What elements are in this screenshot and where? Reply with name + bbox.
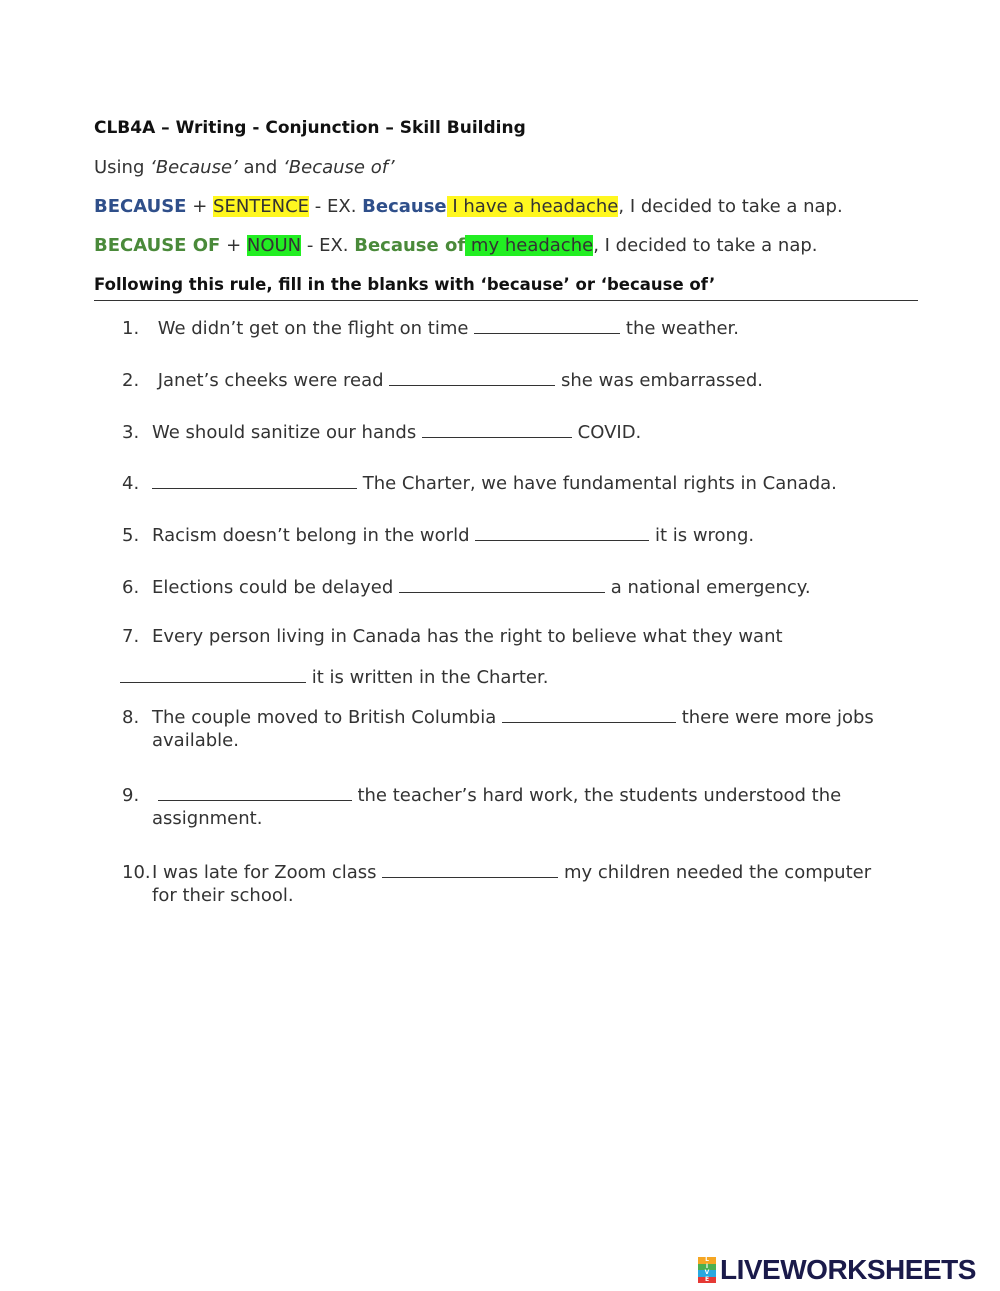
question-2 bbox=[122, 368, 763, 391]
subtitle-because: ‘Because’ bbox=[150, 157, 238, 178]
example-rest: , I decided to take a nap. bbox=[593, 235, 818, 256]
answer-blank-2[interactable] bbox=[389, 368, 555, 386]
question-number: 8. bbox=[122, 707, 140, 728]
answer-blank-3[interactable] bbox=[422, 420, 572, 438]
liveworksheets-logo[interactable] bbox=[698, 1255, 976, 1285]
answer-blank-1[interactable] bbox=[474, 316, 620, 334]
question-number: 5. bbox=[122, 525, 140, 546]
rule-ex: - EX. bbox=[309, 196, 363, 217]
answer-blank-7[interactable] bbox=[120, 665, 306, 683]
question-number: 7. bbox=[122, 626, 140, 647]
instructions: Following this rule, fill in the blanks with ‘because’ or ‘because of’ bbox=[94, 275, 716, 294]
example-rest: , I decided to take a nap. bbox=[618, 196, 843, 217]
rule-ex: - EX. bbox=[301, 235, 355, 256]
question-text-before: Every person living in Canada has the right to believe what they want bbox=[152, 626, 783, 647]
question-text-before: The couple moved to British Columbia bbox=[152, 707, 502, 728]
question-text-after: she was embarrassed. bbox=[555, 370, 763, 391]
question-10 bbox=[122, 860, 871, 883]
answer-blank-8[interactable] bbox=[502, 705, 676, 723]
question-text-before: We didn’t get on the flight on time bbox=[152, 318, 475, 339]
question-7 bbox=[122, 626, 783, 647]
logo-text: LIVEWORKSHEETS bbox=[720, 1254, 976, 1285]
example-highlight: I have a headache bbox=[446, 196, 619, 217]
logo-mark-i: I bbox=[698, 1264, 716, 1271]
question-10-line-2: for their school. bbox=[152, 885, 294, 906]
rule-plus: + bbox=[220, 235, 247, 256]
question-text-after: my children needed the computer bbox=[558, 862, 872, 883]
subtitle bbox=[94, 157, 395, 178]
divider bbox=[94, 300, 918, 301]
subtitle-and: and bbox=[237, 157, 284, 178]
question-9 bbox=[122, 783, 841, 806]
liveworksheets-logo-icon bbox=[698, 1257, 716, 1283]
question-5 bbox=[122, 523, 754, 546]
question-number: 9. bbox=[122, 785, 140, 806]
question-number: 4. bbox=[122, 473, 140, 494]
question-6 bbox=[122, 575, 811, 598]
answer-blank-5[interactable] bbox=[475, 523, 649, 541]
rule-keyword: BECAUSE OF bbox=[94, 235, 221, 256]
question-8 bbox=[122, 705, 874, 728]
example-keyword: Because bbox=[362, 196, 447, 217]
rule-because bbox=[94, 196, 843, 217]
answer-blank-4[interactable] bbox=[152, 471, 357, 489]
answer-blank-10[interactable] bbox=[382, 860, 558, 878]
question-text-after: a national emergency. bbox=[605, 577, 811, 598]
question-4 bbox=[122, 471, 837, 494]
question-text-after: the weather. bbox=[620, 318, 740, 339]
logo-mark-e: E bbox=[698, 1277, 716, 1284]
subtitle-because-of: ‘Because of’ bbox=[283, 157, 395, 178]
example-highlight: my headache bbox=[465, 235, 594, 256]
worksheet-title: CLB4A – Writing - Conjunction – Skill Building bbox=[94, 118, 526, 138]
question-number: 1. bbox=[122, 318, 140, 339]
question-text-before: We should sanitize our hands bbox=[152, 422, 422, 443]
logo-mark-v: V bbox=[698, 1270, 716, 1277]
question-text-before: Elections could be delayed bbox=[152, 577, 400, 598]
question-text-before: I was late for Zoom class bbox=[152, 862, 383, 883]
question-number: 2. bbox=[122, 370, 140, 391]
subtitle-prefix: Using bbox=[94, 157, 151, 178]
rule-because-of bbox=[94, 235, 818, 256]
question-text-after: it is written in the Charter. bbox=[306, 667, 549, 688]
question-text-after: The Charter, we have fundamental rights in Canada. bbox=[357, 473, 837, 494]
question-number: 10. bbox=[122, 862, 151, 883]
rule-type: NOUN bbox=[246, 235, 302, 256]
rule-keyword: BECAUSE bbox=[94, 196, 187, 217]
question-text-after: it is wrong. bbox=[649, 525, 755, 546]
question-number: 3. bbox=[122, 422, 140, 443]
answer-blank-9[interactable] bbox=[158, 783, 352, 801]
question-number: 6. bbox=[122, 577, 140, 598]
question-text-before: Janet’s cheeks were read bbox=[152, 370, 390, 391]
answer-blank-6[interactable] bbox=[399, 575, 605, 593]
question-text-after: the teacher’s hard work, the students understood the bbox=[351, 785, 842, 806]
rule-plus: + bbox=[186, 196, 214, 217]
logo-mark-l: L bbox=[698, 1257, 716, 1264]
question-9-line-2: assignment. bbox=[152, 808, 263, 829]
question-7-line-2 bbox=[120, 665, 548, 688]
question-1 bbox=[122, 316, 739, 339]
example-keyword: Because of bbox=[354, 235, 466, 256]
question-text-after: there were more jobs bbox=[675, 707, 874, 728]
question-3 bbox=[122, 420, 641, 443]
question-text-before: Racism doesn’t belong in the world bbox=[152, 525, 476, 546]
question-8-line-2: available. bbox=[152, 730, 239, 751]
question-text-after: COVID. bbox=[571, 422, 642, 443]
rule-type: SENTENCE bbox=[213, 196, 310, 217]
